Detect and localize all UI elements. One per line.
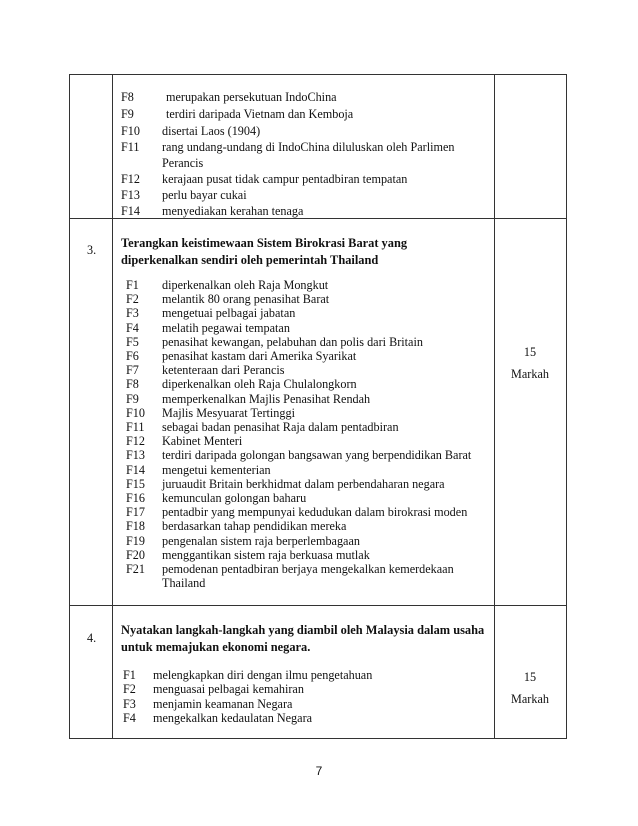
point-code: F6 [126, 349, 139, 363]
point-text: diperkenalkan oleh Raja Mongkut [162, 278, 329, 292]
point-code: F10 [121, 124, 140, 138]
point-text: kemunculan golongan baharu [162, 491, 307, 505]
point-text: pengenalan sistem raja berperlembagaan [162, 533, 360, 548]
point-text-continued: Perancis [162, 156, 204, 170]
point-code: F2 [123, 682, 136, 697]
question-number: 4. [87, 631, 97, 645]
point-code: F8 [121, 90, 134, 104]
point-code: F16 [126, 491, 145, 505]
point-text: memperkenalkan Majlis Penasihat Rendah [162, 391, 371, 406]
point-code: F12 [121, 172, 140, 186]
point-code: F9 [126, 391, 139, 406]
question-line-1: Terangkan keistimewaan Sistem Birokrasi Barat yang [121, 236, 408, 250]
point-code: F20 [126, 547, 145, 562]
point-text: berdasarkan tahap pendidikan mereka [162, 519, 347, 534]
point-code: F14 [126, 462, 145, 477]
point-code: F14 [121, 204, 140, 218]
point-code: F21 [126, 562, 145, 576]
point-text: terdiri daripada Vietnam dan Kemboja [166, 107, 354, 121]
question-text [121, 235, 407, 269]
point-code: F1 [126, 278, 139, 292]
point-text: melengkapkan diri dengan ilmu pengetahuan [153, 668, 373, 682]
question-line-2: diperkenalkan sendiri oleh pemerintah Thailand [121, 253, 379, 267]
question-text [121, 622, 484, 656]
table-right-border [566, 74, 567, 739]
marks-value: 15 [523, 345, 537, 359]
point-f21-continued [162, 576, 205, 590]
point-code: F15 [126, 476, 145, 491]
question-line-1: Nyatakan langkah-langkah yang diambil oleh Malaysia dalam usaha [121, 623, 485, 637]
question-number: 3. [87, 243, 97, 257]
point-text: mengekalkan kedaulatan Negara [153, 710, 313, 725]
marks-cell [495, 342, 565, 384]
point-text: Kabinet Menteri [162, 434, 243, 449]
point-text: disertai Laos (1904) [162, 124, 261, 138]
point-code: F11 [126, 420, 145, 434]
point-code: F17 [126, 505, 145, 520]
point-code: F7 [126, 363, 139, 378]
point-text: menguasai pelbagai kemahiran [153, 682, 304, 697]
point-text: Majlis Mesyuarat Tertinggi [162, 405, 295, 420]
question-line-2: untuk memajukan ekonomi negara. [121, 640, 311, 654]
point-code: F13 [126, 448, 145, 463]
column-divider-marks [494, 74, 495, 739]
point-text: merupakan persekutuan IndoChina [166, 90, 337, 104]
point-code: F12 [126, 434, 145, 449]
point-text: pentadbir yang mempunyai kedudukan dalam birokrasi moden [162, 505, 468, 520]
point-text-continued: Thailand [162, 576, 206, 591]
point-text: kerajaan pusat tidak campur pentadbiran tempatan [162, 172, 408, 186]
point-text: penasihat kastam dari Amerika Syarikat [162, 349, 357, 363]
row-divider-2 [69, 605, 566, 606]
point-text: pemodenan pentadbiran berjaya mengekalkan kemerdekaan [162, 562, 454, 576]
marks-label: Markah [511, 367, 549, 381]
table-top-border [69, 74, 566, 75]
point-text: menggantikan sistem raja berkuasa mutlak [162, 547, 370, 562]
point-text: mengetui kementerian [162, 462, 271, 477]
point-text: perlu bayar cukai [162, 188, 247, 202]
marks-label: Markah [511, 692, 549, 706]
point-code: F8 [126, 377, 139, 392]
point-text: menjamin keamanan Negara [153, 696, 293, 711]
point-text: ketenteraan dari Perancis [162, 363, 285, 378]
point-text: penasihat kewangan, pelabuhan dan polis dari Britain [162, 334, 423, 349]
point-code: F11 [121, 140, 140, 154]
point-code: F4 [126, 320, 139, 335]
table-left-border [69, 74, 70, 739]
point-text: juruaudit Britain berkhidmat dalam perbendaharan negara [162, 476, 445, 491]
point-text: diperkenalkan oleh Raja Chulalongkorn [162, 377, 357, 392]
point-code: F9 [121, 107, 134, 121]
marks-value: 15 [523, 670, 537, 684]
table-bottom-border [69, 738, 566, 739]
point-code: F3 [123, 696, 136, 711]
point-text: sebagai badan penasihat Raja dalam pentadbiran [162, 420, 399, 434]
point-code: F19 [126, 533, 145, 548]
point-text: melatih pegawai tempatan [162, 320, 290, 335]
point-text: mengetuai pelbagai jabatan [162, 306, 296, 321]
point-text: rang undang-undang di IndoChina diluluskan oleh Parlimen [162, 140, 455, 154]
point-text: menyediakan kerahan tenaga [162, 204, 304, 218]
point-code: F1 [123, 668, 136, 682]
point-text: melantik 80 orang penasihat Barat [162, 292, 330, 307]
point-code: F13 [121, 188, 140, 202]
column-divider-number [112, 74, 113, 739]
point-code: F4 [123, 710, 136, 725]
point-code: F2 [126, 292, 139, 307]
point-code: F5 [126, 334, 139, 349]
point-text: terdiri daripada golongan bangsawan yang berpendidikan Barat [162, 448, 472, 463]
point-code: F10 [126, 405, 145, 420]
point-code: F18 [126, 519, 145, 534]
marks-cell [495, 667, 565, 709]
point-code: F3 [126, 306, 139, 321]
row-divider-1 [69, 218, 566, 219]
page-number: 7 [315, 764, 323, 778]
